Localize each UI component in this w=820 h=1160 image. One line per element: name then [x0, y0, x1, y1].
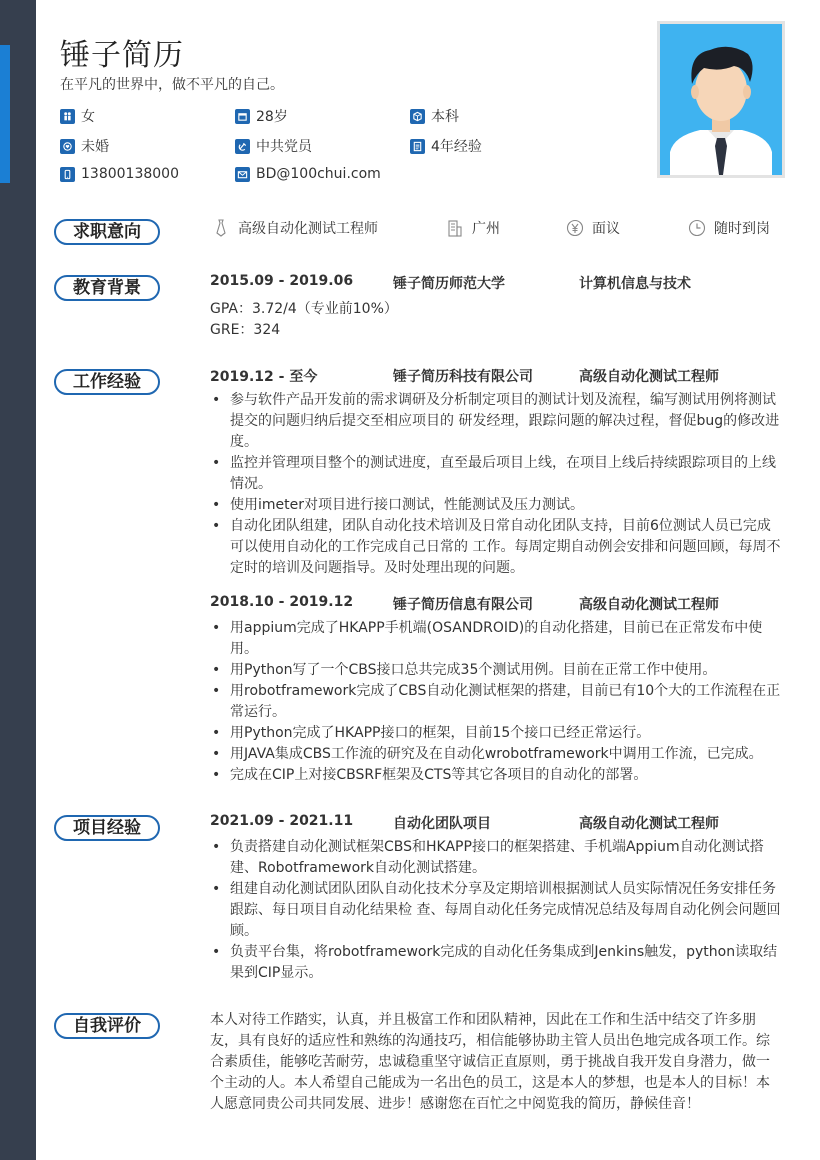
list-item: • 用appium完成了HKAPP手机端(OSANDROID)的自动化搭建，目前已在正常发布中使用。 [212, 618, 784, 660]
education-entry-head [210, 273, 730, 293]
section-label-self: 自我评价 [54, 1013, 160, 1039]
work-entry-head-1 [210, 366, 730, 386]
work-bullets-1 [212, 390, 784, 579]
tie-icon [212, 219, 230, 237]
phone-icon [60, 167, 75, 182]
project-title: 高级自动化测试工程师 [579, 816, 719, 832]
project-name: 自动化团队项目 [393, 816, 491, 832]
work-bullets-2 [212, 618, 784, 786]
politics-value: 中共党员 [256, 139, 312, 155]
list-item: • 用Python完成了HKAPP接口的框架，目前15个接口已经正常运行。 [212, 723, 784, 744]
intent-availability [688, 218, 770, 238]
education-value: 本科 [431, 109, 459, 125]
job-intent-row [210, 218, 790, 244]
education-major: 计算机信息与技术 [579, 276, 691, 292]
intent-position-value: 高级自动化测试工程师 [238, 221, 378, 237]
intent-city-value: 广州 [472, 221, 500, 237]
list-item: • 负责平台集，将robotframework完成的自动化任务集成到Jenkins触发，python读取结果到CIP显示。 [212, 942, 784, 984]
list-item: • 监控并管理项目整个的测试进度，直至最后项目上线，在项目上线后持续跟踪项目的上线情况。 [212, 453, 784, 495]
phone-value[interactable]: 13800138000 [81, 166, 179, 182]
resume-name: 锤子简历 [60, 38, 184, 73]
work-period: 2019.12 - 至今 [210, 369, 318, 385]
resume-slogan: 在平凡的世界中，做不平凡的自己。 [60, 77, 284, 93]
work-entry-head-2 [210, 594, 730, 614]
yen-icon [566, 219, 584, 237]
list-item: • 用robotframework完成了CBS自动化测试框架的搭建，目前已有10个大的工作流程在正常运行。 [212, 681, 784, 723]
section-label-intent: 求职意向 [54, 219, 160, 245]
marital-heart-icon [60, 139, 75, 154]
marital-value: 未婚 [81, 139, 109, 155]
section-label-project: 项目经验 [54, 815, 160, 841]
education-cube-icon [410, 109, 425, 124]
education-period: 2015.09 - 2019.06 [210, 273, 354, 289]
intent-availability-value: 随时到岗 [714, 221, 770, 237]
education-school: 锤子简历师范大学 [393, 276, 505, 292]
self-evaluation-text: 本人对待工作踏实，认真，并且极富工作和团队精神，因此在工作和生活中结交了许多朋友，具有良好的适应性和熟练的沟通技巧，相信能够协助主管人员出色地完成各项工作。综合素质佳，能够吃苦耐劳，忠诚稳重坚守诚信正直原则，勇于挑战自我开发自身潜力，做一个主动的人。本人希望自己能成为一名出色的员工，这是本人的梦想，也是本人的目标！本人愿意同贵公司共同发展、进步！感谢您在百忙之中阅览我的简历，静候佳音！ [210, 1012, 770, 1112]
work-company: 锤子简历科技有限公司 [393, 369, 533, 385]
info-phone [60, 166, 179, 182]
party-emblem-icon [235, 139, 250, 154]
list-item: • 用JAVA集成CBS工作流的研究及在自动化wrobotframework中调用工作流，已完成。 [212, 744, 784, 765]
avatar-illustration [660, 24, 782, 175]
work-company: 锤子简历信息有限公司 [393, 597, 533, 613]
experience-value: 4年经验 [431, 139, 482, 155]
list-item: • 用Python写了一个CBS接口总共完成35个测试用例。目前在正常工作中使用。 [212, 660, 784, 681]
resume-header [60, 30, 184, 74]
project-bullets [212, 837, 784, 984]
building-icon [446, 219, 464, 237]
education-gre: GRE：324 [210, 322, 281, 338]
work-period: 2018.10 - 2019.12 [210, 594, 354, 610]
email-value[interactable]: BD@100chui.com [256, 166, 381, 182]
info-marital [60, 136, 109, 156]
intent-salary [566, 218, 620, 238]
info-email [235, 166, 381, 182]
list-item: • 自动化团队组建，团队自动化技术培训及日常自动化团队支持，目前6位测试人员已完成可以使用自动化的工作完成自己日常的 工作。每周定期自动例会安排和问题回顾，每周不定时的培训及问题指导。及时处理出现的问题。 [212, 516, 784, 579]
list-item: • 使用imeter对项目进行接口测试，性能测试及压力测试。 [212, 495, 784, 516]
project-period: 2021.09 - 2021.11 [210, 813, 354, 829]
profile-photo [657, 21, 785, 178]
gender-value: 女 [81, 109, 95, 125]
sidebar-accent-strip [0, 45, 10, 183]
intent-position [212, 218, 378, 238]
section-label-education: 教育背景 [54, 275, 160, 301]
experience-doc-icon [410, 139, 425, 154]
list-item: • 参与软件产品开发前的需求调研及分析制定项目的测试计划及流程，编写测试用例将测试提交的问题归纳后提交至相应项目的 研发经理，跟踪问题的解决过程，督促bug的修改进度。 [212, 390, 784, 453]
info-experience [410, 136, 482, 156]
list-item: • 组建自动化测试团队团队自动化技术分享及定期培训根据测试人员实际情况任务安排任务跟踪、每日项目自动化结果检 查、每周自动化任务完成情况总结及每周自动化例会问题回顾。 [212, 879, 784, 942]
info-gender [60, 106, 95, 126]
intent-city [446, 218, 500, 238]
section-label-work: 工作经验 [54, 369, 160, 395]
clock-icon [688, 219, 706, 237]
intent-salary-value: 面议 [592, 221, 620, 237]
gender-icon [60, 109, 75, 124]
info-age [235, 106, 288, 126]
education-gpa: GPA：3.72/4（专业前10%） [210, 301, 398, 317]
list-item: • 负责搭建自动化测试框架CBS和HKAPP接口的框架搭建、手机端Appium自动化测试搭建、Robotframework自动化测试搭建。 [212, 837, 784, 879]
info-education [410, 106, 459, 126]
info-politics [235, 136, 312, 156]
project-entry-head [210, 813, 730, 833]
list-item: • 完成在CIP上对接CBSRF框架及CTS等其它各项目的自动化的部署。 [212, 765, 784, 786]
calendar-icon [235, 109, 250, 124]
work-title: 高级自动化测试工程师 [579, 597, 719, 613]
age-value: 28岁 [256, 109, 288, 125]
work-title: 高级自动化测试工程师 [579, 369, 719, 385]
email-icon [235, 167, 250, 182]
